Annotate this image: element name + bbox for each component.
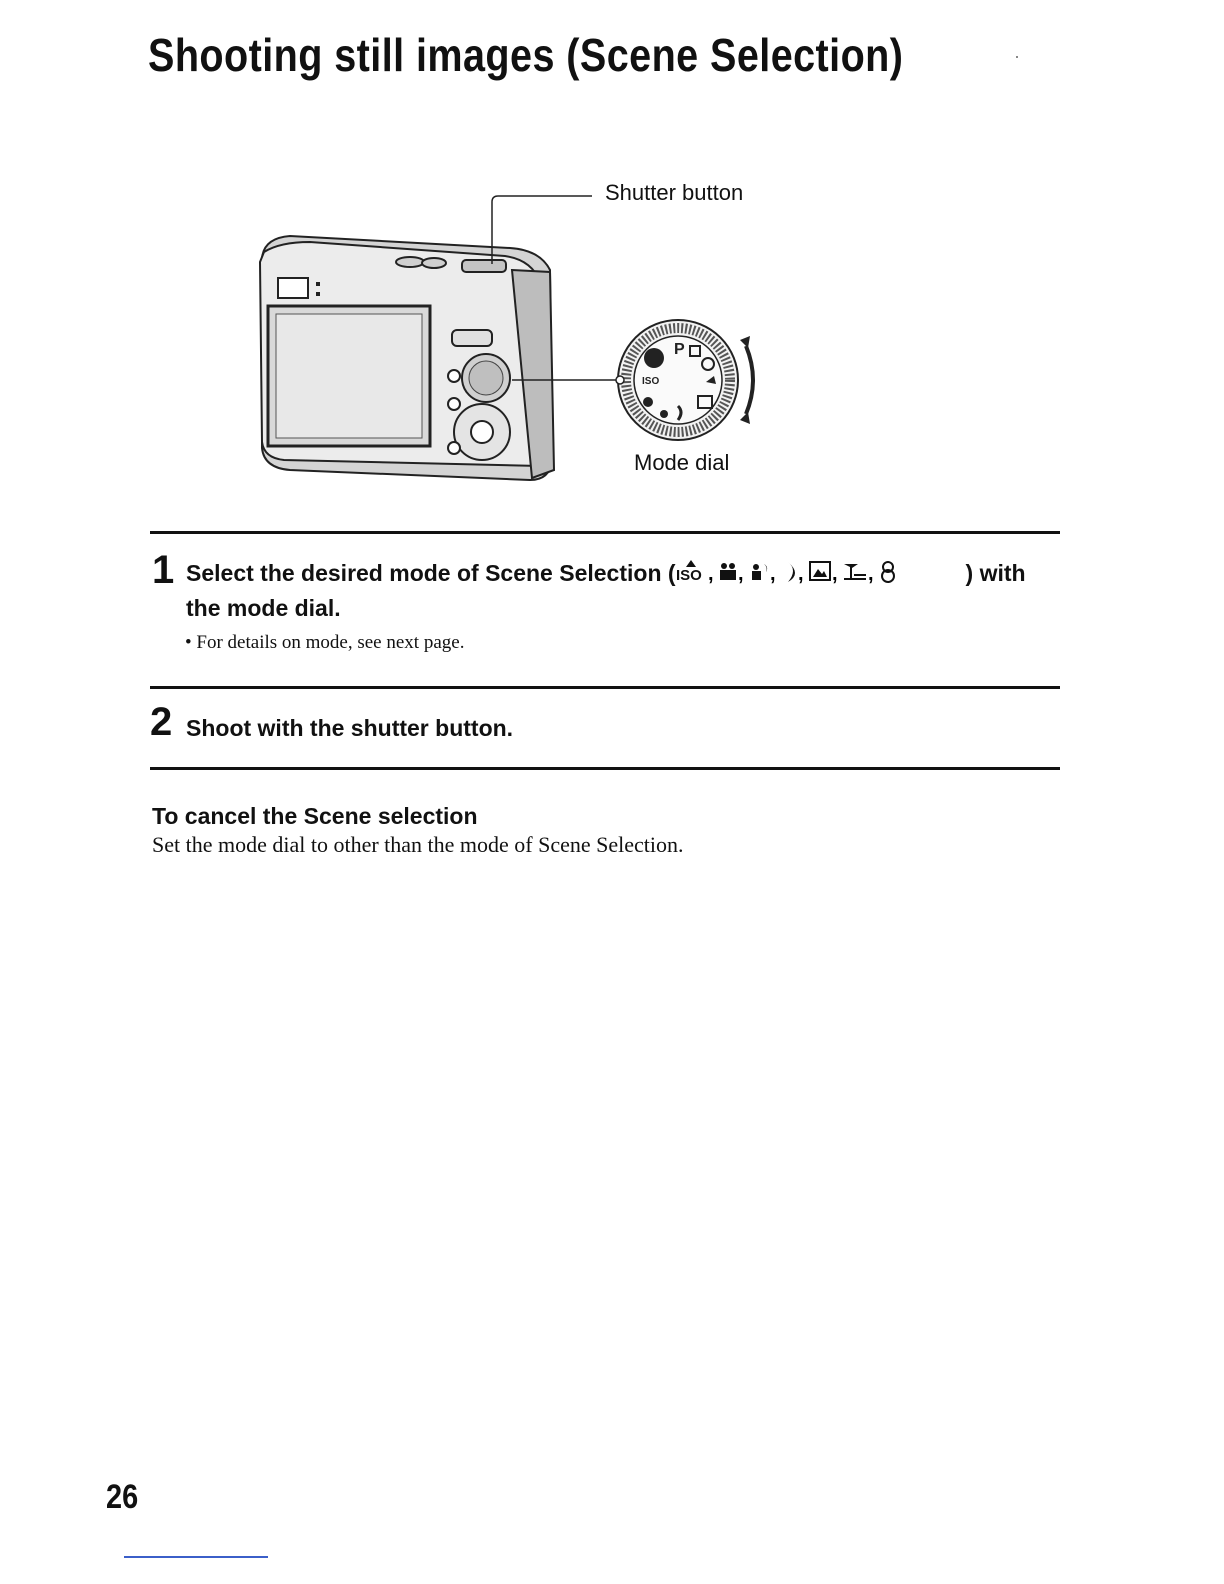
mode-dial-label: Mode dial (634, 450, 730, 475)
dial-mark-iso: ISO (642, 376, 660, 387)
iso-high-sensitivity-icon (676, 560, 702, 584)
svg-text:,: , (867, 562, 874, 584)
twilight-portrait-icon (752, 564, 767, 580)
step-1-instruction (186, 557, 1066, 624)
svg-text:,: , (797, 562, 804, 584)
step-1-text-before: Select the desired mode of Scene Selection ( (186, 560, 676, 586)
step-1-bullet: • For details on mode, see next page. (185, 632, 465, 653)
cancel-text: Set the mode dial to other than the mode of Scene Selection. (152, 832, 684, 857)
snow-icon (882, 562, 894, 582)
divider-rule (150, 767, 1060, 770)
step-2-instruction: Shoot with the shutter button. (186, 715, 514, 741)
step-1-text-line2: the mode dial. (186, 594, 341, 621)
footer-link-line (124, 1556, 268, 1558)
svg-text:,: , (737, 562, 744, 584)
divider-rule (150, 686, 1060, 689)
svg-text:,: , (831, 562, 838, 584)
page-title: Shooting still images (Scene Selection) (148, 29, 904, 81)
divider-rule (150, 531, 1060, 534)
cancel-heading: To cancel the Scene selection (152, 803, 478, 829)
svg-text:,: , (769, 562, 776, 584)
mode-dial-magnified (616, 320, 753, 440)
dial-mark-p: P (674, 341, 685, 358)
page-number: 26 (106, 1478, 139, 1516)
svg-text:,: , (707, 562, 714, 584)
scene-mode-icons (676, 558, 966, 592)
svg-text:ISO: ISO (675, 566, 702, 584)
step-1-number: 1 (152, 548, 175, 592)
soft-snap-icon (720, 563, 736, 580)
step-2-number: 2 (150, 700, 173, 744)
beach-icon (844, 564, 866, 580)
landscape-icon (810, 562, 830, 580)
twilight-icon (788, 562, 795, 582)
scan-speck (1016, 56, 1018, 58)
step-1-text-after: ) with (965, 560, 1026, 586)
shutter-button-label: Shutter button (605, 180, 744, 205)
